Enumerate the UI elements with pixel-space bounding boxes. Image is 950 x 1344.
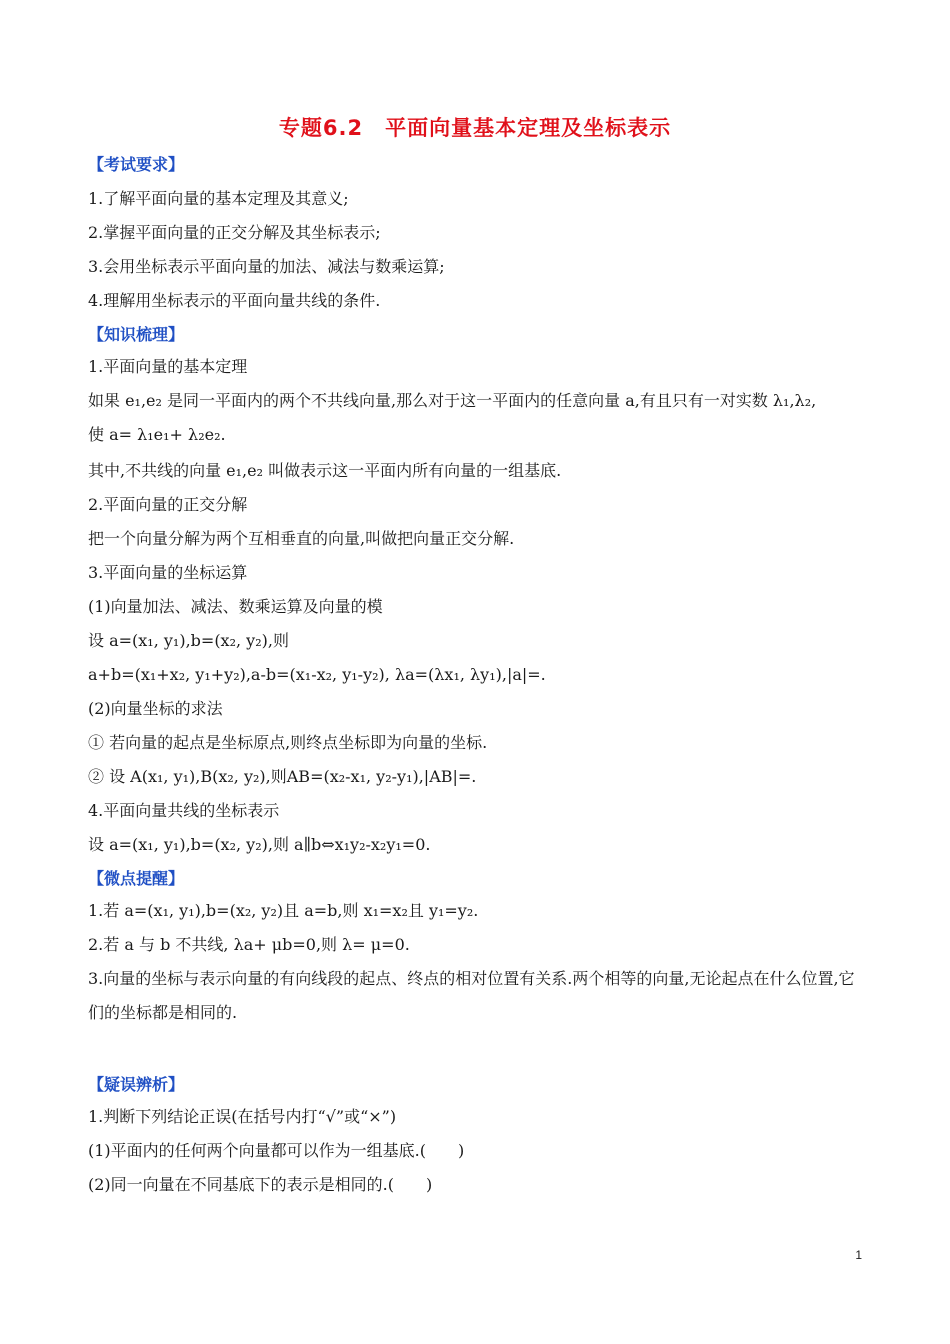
page-title: 专题6.2 平面向量基本定理及坐标表示 (278, 116, 672, 140)
exam-item: 2.掌握平面向量的正交分解及其坐标表示; (88, 223, 381, 242)
tip-line: 3.向量的坐标与表示向量的有向线段的起点、终点的相对位置有关系.两个相等的向量,无论起点在什么位置,它们的坐标都是相同的. (88, 969, 855, 1022)
knowledge-line: 1.平面向量的基本定理 (88, 357, 248, 376)
error-line: 1.判断下列结论正误(在括号内打“√”或“×”) (88, 1107, 397, 1126)
page-number: 1 (855, 1248, 862, 1262)
section-knowledge: 【知识梳理】 (88, 325, 185, 344)
knowledge-line: 设 a=(x₁, y₁),b=(x₂, y₂),则 (88, 631, 289, 650)
tip-line: 1.若 a=(x₁, y₁),b=(x₂, y₂)且 a=b,则 x₁=x₂且 y₁=y₂. (88, 901, 479, 920)
knowledge-line: 其中,不共线的向量 e₁,e₂ 叫做表示这一平面内所有向量的一组基底. (88, 461, 562, 480)
tip-line: 2.若 a 与 b 不共线, λa+ μb=0,则 λ= μ=0. (88, 935, 410, 954)
knowledge-line: 2.平面向量的正交分解 (88, 495, 248, 514)
exam-item: 3.会用坐标表示平面向量的加法、减法与数乘运算; (88, 257, 445, 276)
exam-item: 1.了解平面向量的基本定理及其意义; (88, 189, 349, 208)
knowledge-line: 把一个向量分解为两个互相垂直的向量,叫做把向量正交分解. (88, 529, 515, 548)
knowledge-line: 设 a=(x₁, y₁),b=(x₂, y₂),则 a∥b⇔x₁y₂-x₂y₁=0. (88, 835, 431, 854)
knowledge-line: (2)向量坐标的求法 (88, 699, 223, 718)
exam-item: 4.理解用坐标表示的平面向量共线的条件. (88, 291, 381, 310)
knowledge-line: (1)向量加法、减法、数乘运算及向量的模 (88, 597, 383, 616)
section-exam-requirements: 【考试要求】 (88, 155, 185, 174)
knowledge-line: 使 a= λ₁e₁+ λ₂e₂. (88, 425, 226, 444)
error-line: (1)平面内的任何两个向量都可以作为一组基底.( ) (88, 1141, 465, 1160)
section-errors: 【疑误辨析】 (88, 1075, 185, 1094)
knowledge-line: ② 设 A(x₁, y₁),B(x₂, y₂),则AB=(x₂-x₁, y₂-y₁),|AB|=. (88, 767, 477, 786)
knowledge-line: ① 若向量的起点是坐标原点,则终点坐标即为向量的坐标. (88, 733, 488, 752)
section-tips: 【微点提醒】 (88, 869, 185, 888)
knowledge-line: 3.平面向量的坐标运算 (88, 563, 248, 582)
knowledge-line: 4.平面向量共线的坐标表示 (88, 801, 280, 820)
error-line: (2)同一向量在不同基底下的表示是相同的.( ) (88, 1175, 433, 1194)
knowledge-line: 如果 e₁,e₂ 是同一平面内的两个不共线向量,那么对于这一平面内的任意向量 a,有且只有一对实数 λ₁,λ₂, (88, 391, 817, 410)
knowledge-line: a+b=(x₁+x₂, y₁+y₂),a-b=(x₁-x₂, y₁-y₂), λa=(λx₁, λy₁),|a|=. (88, 665, 546, 684)
